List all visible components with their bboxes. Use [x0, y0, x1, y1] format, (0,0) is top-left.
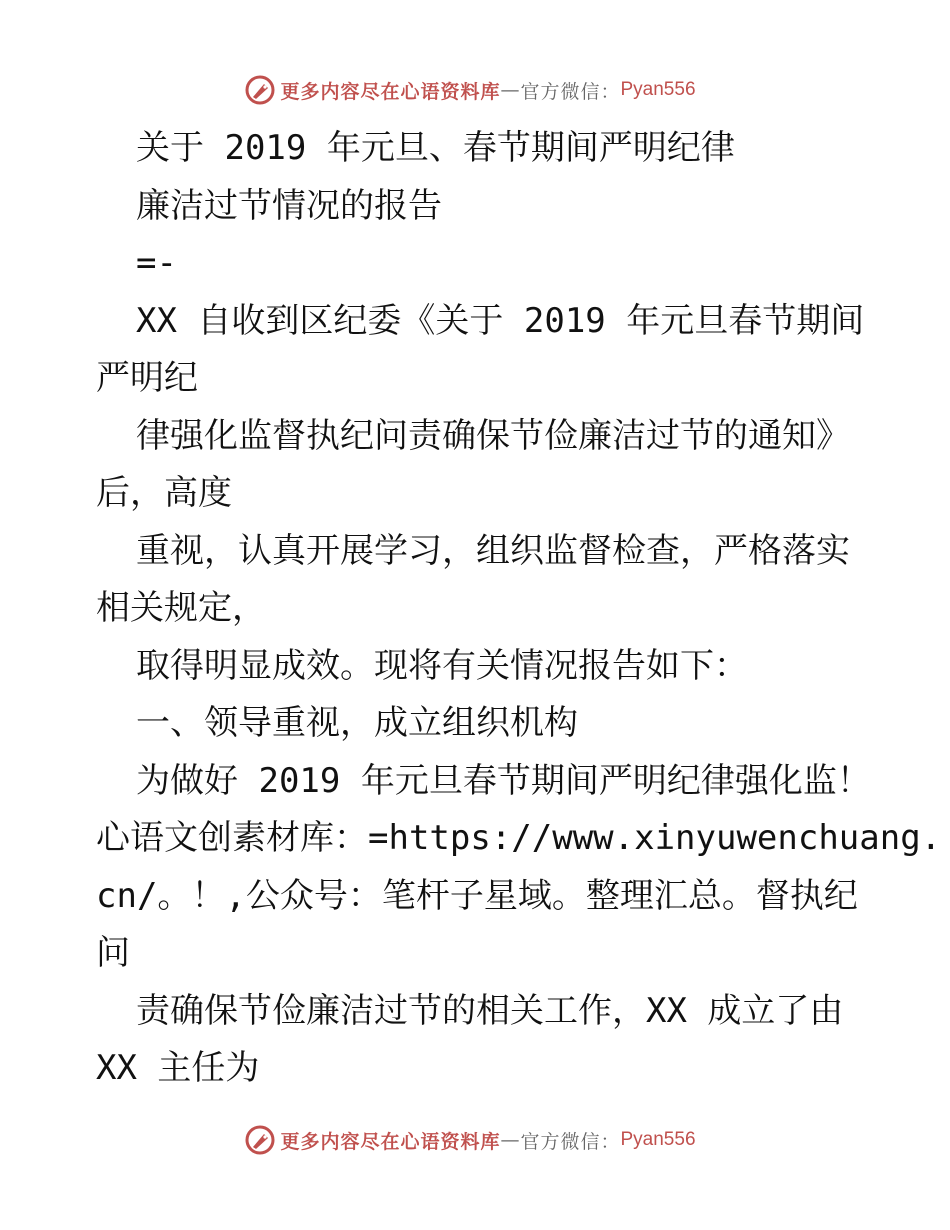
text-line: 严明纪: [96, 358, 198, 398]
footer-watermark-banner: [0, 1120, 950, 1160]
section-heading: 一、领导重视，成立组织机构: [136, 703, 578, 743]
banner-dash: —: [500, 1129, 521, 1151]
text-line: 心语文创素材库：=https://www.xinyuwenchuang.: [96, 818, 942, 858]
title-line-1: 关于 2019 年元旦、春节期间严明纪律: [136, 128, 735, 168]
document-body: [96, 120, 942, 1098]
banner-wechat-label: 官方微信：: [520, 80, 621, 103]
text-line: XX 自收到区纪委《关于 2019 年元旦春节期间: [136, 300, 865, 341]
text-line: cn/。！,公众号：笔杆子星域。整理汇总。督执纪: [96, 875, 858, 916]
text-line: 问: [96, 933, 130, 973]
text-line: 后，高度: [96, 473, 232, 513]
title-line-2: 廉洁过节情况的报告: [136, 185, 442, 226]
banner-text: 更多内容尽在心语资料库: [280, 1130, 501, 1153]
banner-wechat-id: Pyan556: [620, 79, 696, 100]
banner-wechat-id: Pyan556: [620, 1129, 696, 1150]
text-line: 重视，认真开展学习，组织监督检查，严格落实: [136, 530, 850, 571]
text-line: 取得明显成效。现将有关情况报告如下：: [136, 645, 748, 686]
pen-nib-logo-icon: [244, 74, 276, 106]
pen-nib-logo-icon: [244, 1124, 276, 1156]
text-line: =-: [136, 243, 177, 283]
text-line: 相关规定，: [96, 588, 266, 628]
banner-dash: —: [500, 79, 521, 101]
text-line: 责确保节俭廉洁过节的相关工作，XX 成立了由: [136, 990, 844, 1031]
banner-wechat-label: 官方微信：: [520, 1130, 621, 1153]
text-line: 为做好 2019 年元旦春节期间严明纪律强化监！: [136, 760, 871, 801]
text-line: XX 主任为: [96, 1048, 260, 1088]
text-line: 律强化监督执纪问责确保节俭廉洁过节的通知》: [136, 415, 850, 456]
header-watermark-banner: [0, 70, 950, 110]
banner-text: 更多内容尽在心语资料库: [280, 80, 501, 103]
